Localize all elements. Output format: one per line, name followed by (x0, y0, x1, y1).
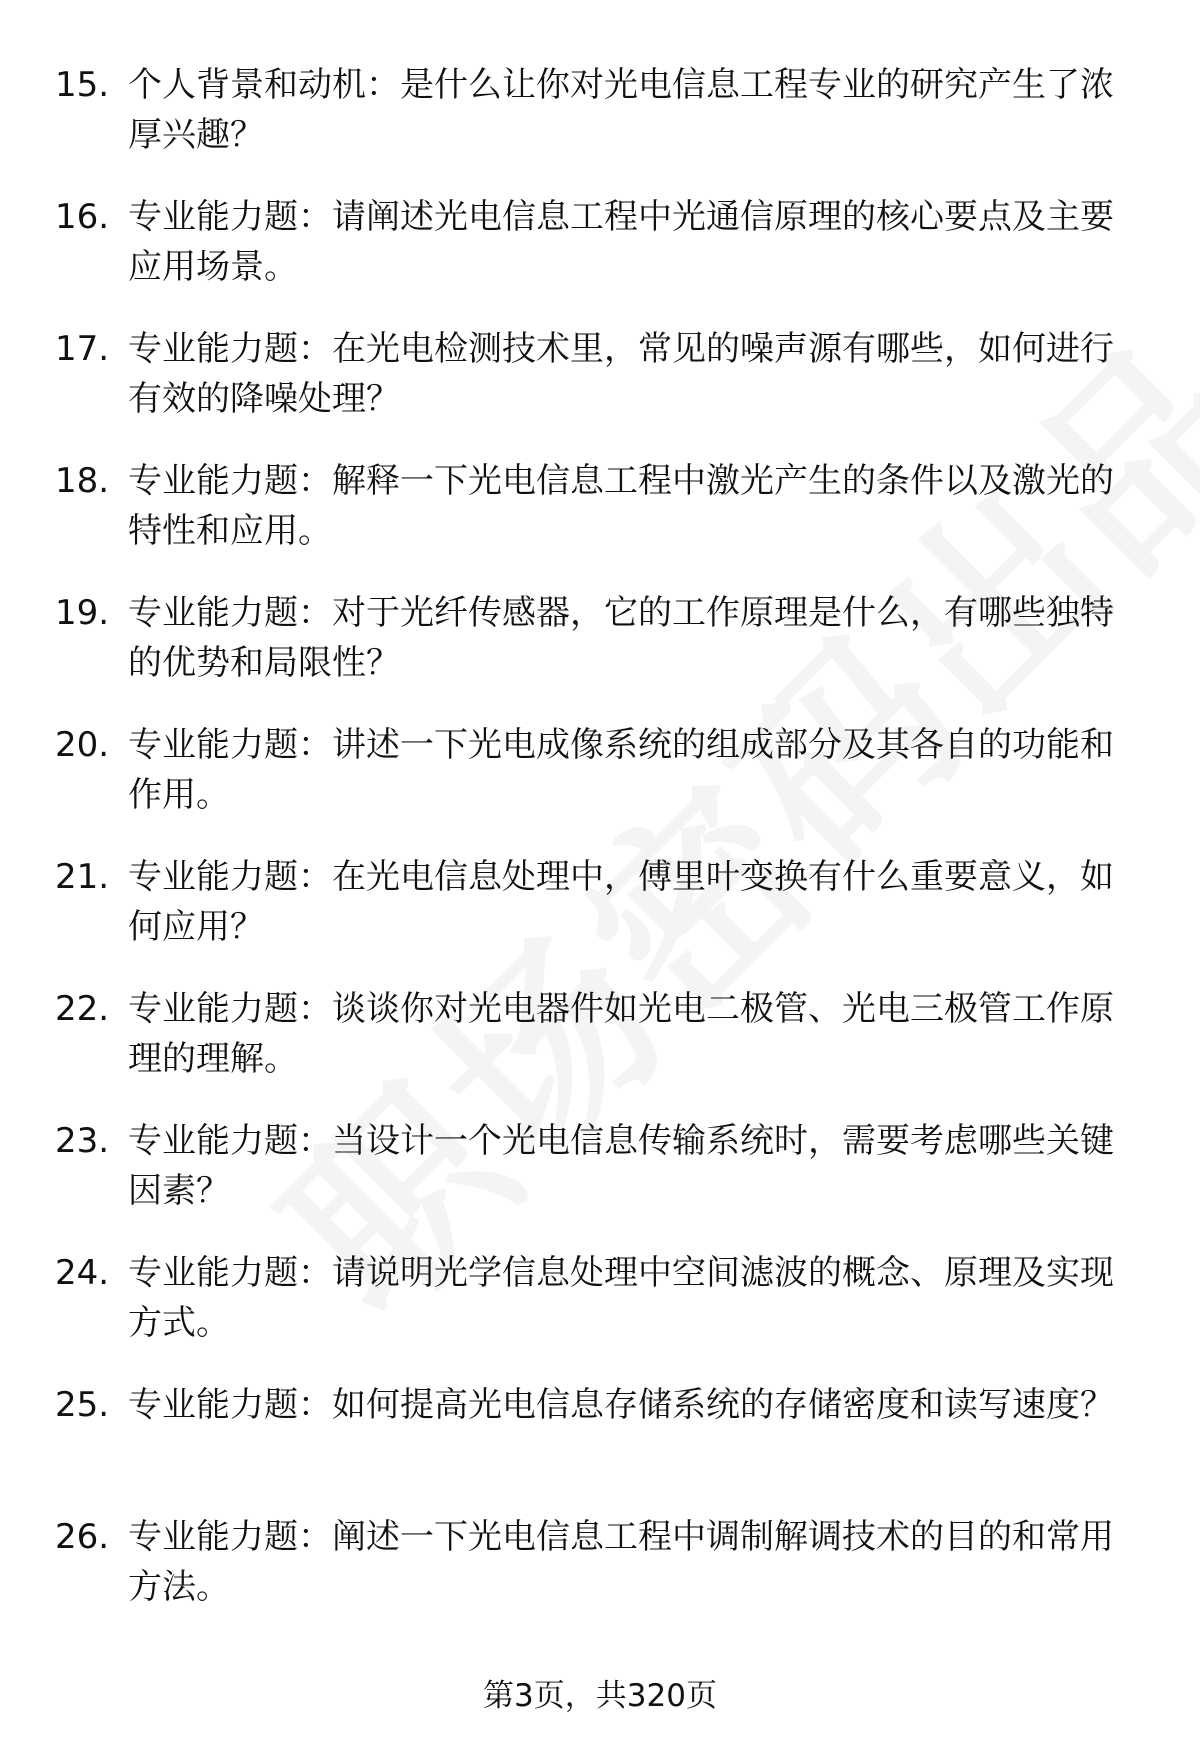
question-text: 专业能力题：解释一下光电信息工程中激光产生的条件以及激光的特性和应用。 (128, 461, 1114, 551)
question-number: 23. (55, 1121, 110, 1161)
question-item-17 (0, 324, 1200, 456)
page-number: 第3页，共320页 (483, 1678, 717, 1714)
question-text: 专业能力题：当设计一个光电信息传输系统时，需要考虑哪些关键因素？ (128, 1121, 1114, 1211)
question-number: 22. (55, 989, 110, 1029)
question-number: 21. (55, 857, 110, 897)
question-number: 26. (55, 1517, 110, 1557)
question-text: 专业能力题：谈谈你对光电器件如光电二极管、光电三极管工作原理的理解。 (128, 989, 1114, 1079)
question-number: 16. (55, 197, 110, 237)
question-item-19 (0, 588, 1200, 720)
question-number: 19. (55, 593, 110, 633)
question-text: 专业能力题：对于光纤传感器，它的工作原理是什么，有哪些独特的优势和局限性？ (128, 593, 1114, 683)
question-text: 个人背景和动机：是什么让你对光电信息工程专业的研究产生了浓厚兴趣？ (128, 65, 1114, 155)
question-text: 专业能力题：请说明光学信息处理中空间滤波的概念、原理及实现方式。 (128, 1253, 1114, 1343)
question-item-18 (0, 456, 1200, 588)
question-item-16 (0, 192, 1200, 324)
question-text: 专业能力题：在光电检测技术里，常见的噪声源有哪些，如何进行有效的降噪处理？ (128, 329, 1114, 419)
question-number: 20. (55, 725, 110, 765)
question-item-25 (0, 1380, 1200, 1512)
question-number: 24. (55, 1253, 110, 1293)
question-item-21 (0, 852, 1200, 984)
question-number: 18. (55, 461, 110, 501)
question-text: 专业能力题：阐述一下光电信息工程中调制解调技术的目的和常用方法。 (128, 1517, 1114, 1607)
question-item-22 (0, 984, 1200, 1116)
question-number: 25. (55, 1385, 110, 1425)
question-item-15 (0, 60, 1200, 192)
question-number: 15. (55, 65, 110, 105)
question-item-20 (0, 720, 1200, 852)
question-text: 专业能力题：在光电信息处理中，傅里叶变换有什么重要意义，如何应用？ (128, 857, 1114, 947)
question-text: 专业能力题：如何提高光电信息存储系统的存储密度和读写速度？ (128, 1385, 1114, 1425)
question-item-26 (0, 1512, 1200, 1644)
question-list (0, 60, 1200, 1644)
question-text: 专业能力题：讲述一下光电成像系统的组成部分及其各自的功能和作用。 (128, 725, 1114, 815)
question-number: 17. (55, 329, 110, 369)
question-item-24 (0, 1248, 1200, 1380)
question-item-23 (0, 1116, 1200, 1248)
question-text: 专业能力题：请阐述光电信息工程中光通信原理的核心要点及主要应用场景。 (128, 197, 1114, 287)
